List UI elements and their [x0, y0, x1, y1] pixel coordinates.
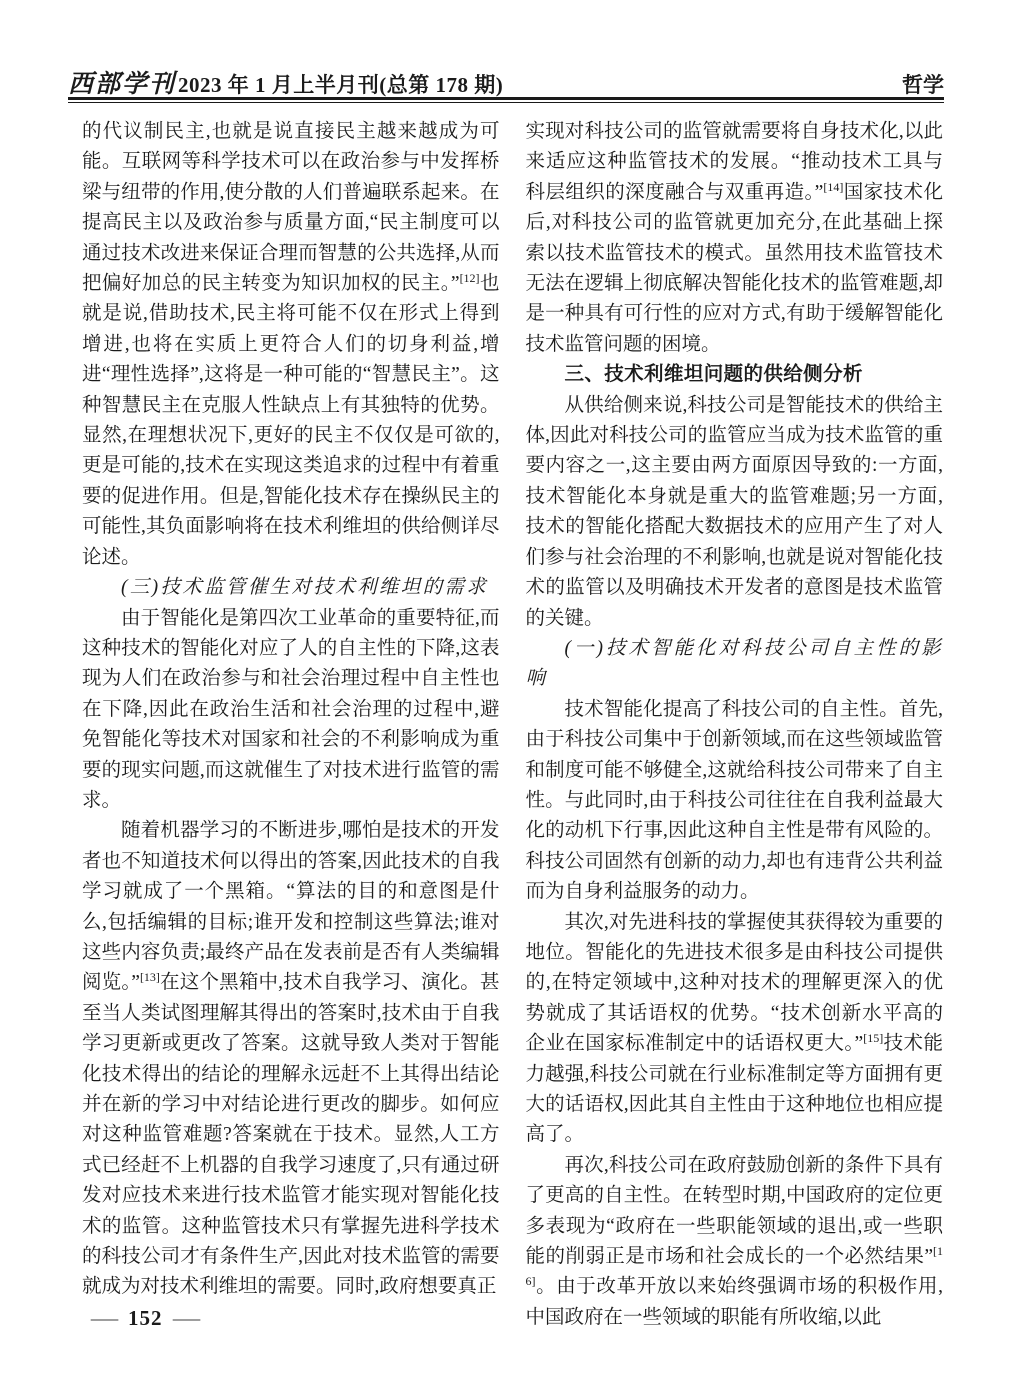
paragraph: 的代议制民主,也就是说直接民主越来越成为可能。互联网等科学技术可以在政治参与中发挥桥梁与纽带的作用,使分散的人们普遍联系起来。在提高民主以及政治参与质量方面,“民主制度可以通过技术改进来保证合理而智慧的公共选择,从而把偏好加总的民主转变为知识加权的民主。”[12]也就是说,借助技术,民主将可能不仅在形式上得到增进,也将在实质上更符合人们的切身利益,增进“理性选择”,这将是一种可能的“智慧民主”。这种智慧民主在克服人性缺点上有其独特的优势。显然,在理想状况下,更好的民主不仅仅是可欲的,更是可能的,技术在实现这类追求的过程中有着重要的促进作用。但是,智能化技术存在操纵民主的可能性,其负面影响将在技术利维坦的供给侧详尽论述。	[82, 121, 500, 568]
paragraph: 随着机器学习的不断进步,哪怕是技术的开发者也不知道技术何以得出的答案,因此技术的自我学习就成了一个黑箱。“算法的目的和意图是什么,包括编辑的目标;谁开发和控制这些算法;谁对这些内容负责;最终产品在发表前是否有人类编辑阅览。”[13]在这个黑箱中,技术自我学习、演化。甚至当人类试图理解其得出的答案时,技术由于自我学习更新或更改了答案。这就导致人类对于智能化技术得出的结论的理解永远赶不上其得出结论并在新的学习中对结论进行更改的脚步。如何应对这种监管难题?答案就在于技术。显然,人工方式已经赶不上机器的自我学习速度了,只有通过研发对应技术来进行技术监管才能实现对智能化技术的监管。这种监管技术只有掌握先进科学技术的科技公司才有条件生产,因此对技术监管的需要就成为对技术利维坦的需要。同时,政府想要真正	[82, 820, 500, 1298]
right-column	[526, 117, 944, 1333]
paragraph: 其次,对先进科技的掌握使其获得较为重要的地位。智能化的先进技术很多是由科技公司提供的,在特定领域中,这种对技术的理解更深入的优势就成了其话语权的优势。“技术创新水平高的企业在国家标准制定中的话语权更大。”[15]技术能力越强,科技公司就在行业标准制定等方面拥有更大的话语权,因此其自主性由于这种地位也相应提高了。	[525, 911, 943, 1146]
rule-thick-line	[68, 97, 944, 100]
paragraph: 从供给侧来说,科技公司是智能技术的供给主体,因此对科技公司的监管应当成为技术监管的重要内容之一,这主要由两方面原因导致的:一方面,技术智能化本身就是重大的监管难题;另一方面,技术的智能化搭配大数据技术的应用产生了对人们参与社会治理的不利影响,也就是说对智能化技术的监管以及明确技术开发者的意图是技术监管的关键。	[525, 394, 943, 629]
header-left	[68, 64, 503, 100]
paragraph: 再次,科技公司在政府鼓励创新的条件下具有了更高的自主性。在转型时期,中国政府的定位更多表现为“政府在一些职能领域的退出,或一些职能的削弱正是市场和社会成长的一个必然结果”[16]。由于改革开放以来始终强调市场的积极作用,中国政府在一些领域的职能有所收缩,以此	[525, 1154, 943, 1328]
left-column	[82, 117, 500, 1333]
text-columns	[82, 117, 943, 1333]
paragraph: 由于智能化是第四次工业革命的重要特征,而这种技术的智能化对应了人的自主性的下降,这表现为人们在政治参与和社会治理过程中自主性也在下降,因此在政治生活和社会治理的过程中,避免智能化等技术对国家和社会的不利影响成为重要的现实问题,而这就催生了对技术进行监管的需求。	[82, 607, 500, 811]
header-double-rule	[68, 97, 944, 103]
footnote-ref: [15]	[863, 1031, 884, 1046]
issue-info: 2023 年 1 月上半月刊(总第 178 期)	[178, 73, 504, 97]
section-label: 哲学	[902, 73, 944, 97]
heading-kai: (三)技术监管催生对技术利维坦的需求	[121, 577, 489, 599]
footnote-ref: [14]	[823, 179, 844, 194]
footer-left-dash: —	[90, 1306, 119, 1330]
heading-kai: (一)技术智能化对科技公司自主性的影响	[525, 637, 943, 690]
footnote-ref: [13]	[139, 970, 160, 985]
page-number: 152	[128, 1306, 163, 1330]
page-footer	[90, 1306, 200, 1331]
paragraph: 实现对科技公司的监管就需要将自身技术化,以此来适应这种监管技术的发展。“推动技术工具与科层组织的深度融合与双重再造。”[14]国家技术化后,对科技公司的监管就更加充分,在此基础上探索以技术监管技术的模式。虽然用技术监管技术无法在逻辑上彻底解决智能化技术的监管难题,却是一种具有可行性的应对方式,有助于缓解智能化技术监管问题的困境。	[525, 121, 943, 355]
footer-right-dash: —	[172, 1306, 200, 1330]
footnote-ref: [12]	[459, 271, 480, 286]
rule-thin-line	[68, 102, 944, 103]
page-header	[68, 64, 944, 96]
journal-logo: 西部学刊	[68, 71, 177, 98]
heading-bold: 三、技术利维坦问题的供给侧分析	[564, 364, 863, 386]
footnote-ref: [16]	[525, 1244, 943, 1289]
paragraph: 技术智能化提高了科技公司的自主性。首先,由于科技公司集中于创新领域,而在这些领域监管和制度可能不够健全,这就给科技公司带来了自主性。与此同时,由于科技公司往往在自我利益最大化的动机下行事,因此这种自主性是带有风险的。科技公司固然有创新的动力,却也有违背公共利益而为自身利益服务的动力。	[525, 698, 943, 903]
